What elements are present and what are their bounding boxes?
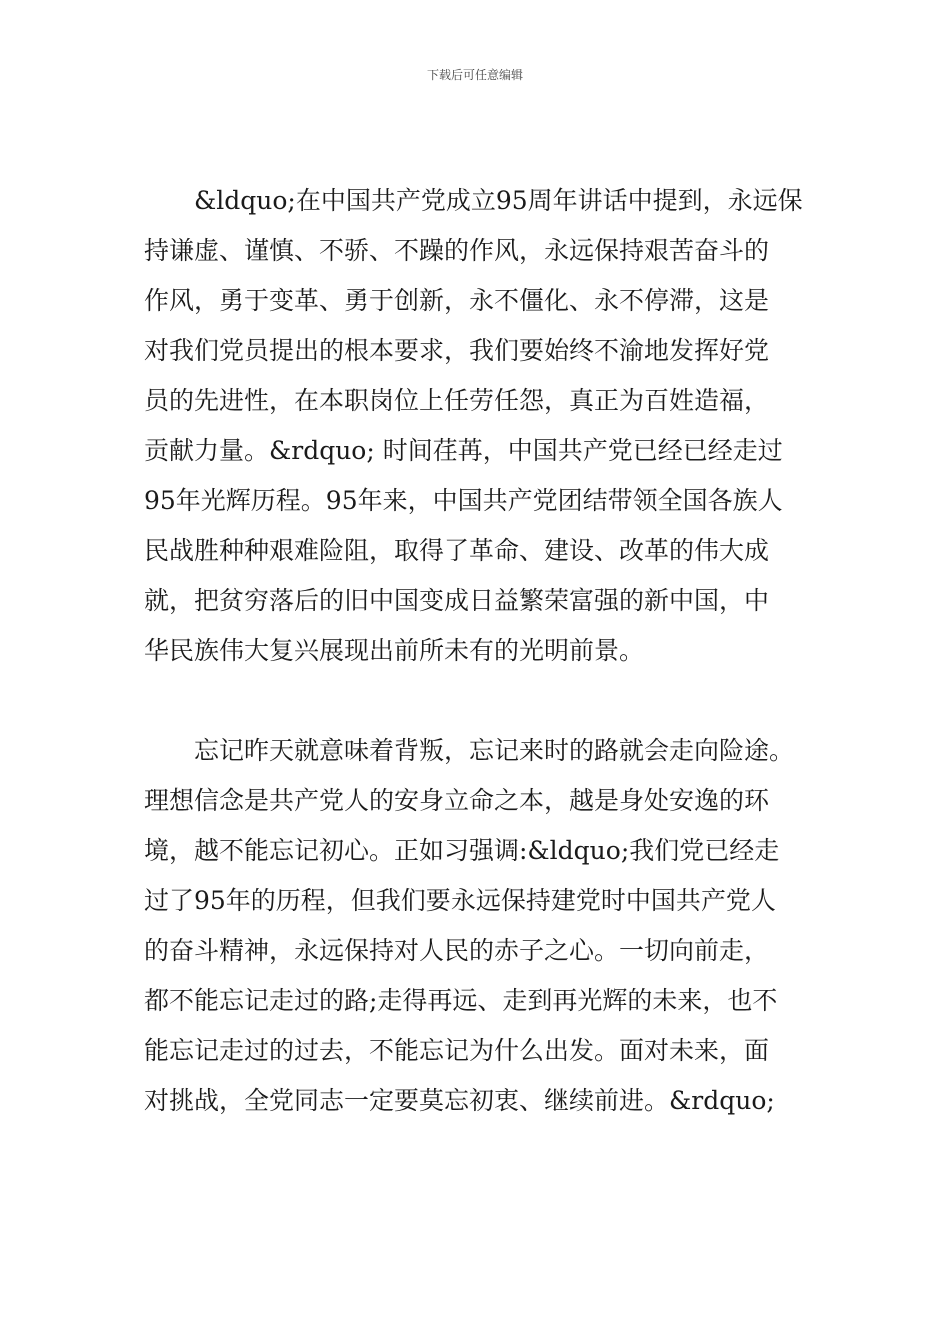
paragraph-1 [144,176,808,676]
text-line: &ldquo;在中国共产党成立95周年讲话中提到，永远保 [144,186,803,215]
page-header: 下载后可任意编辑 [426,68,523,82]
text-line: 都不能忘记走过的路;走得再远、走到再光辉的未来，也不 [144,986,778,1015]
text-line: 能忘记走过的过去，不能忘记为什么出发。面对未来，面 [144,1036,770,1065]
text-line: 理想信念是共产党人的安身立命之本，越是身处安逸的环 [144,786,770,815]
text-line: 对我们党员提出的根本要求，我们要始终不渝地发挥好党 [144,336,770,365]
text-line: 贡献力量。&rdquo; 时间荏苒，中国共产党已经已经走过 [144,436,783,465]
text-line: 就，把贫穷落后的旧中国变成日益繁荣富强的新中国，中 [144,586,770,615]
text-line: 员的先进性，在本职岗位上任劳任怨，真正为百姓造福， [144,386,770,415]
text-line: 过了95年的历程，但我们要永远保持建党时中国共产党人 [144,886,776,915]
text-line: 华民族伟大复兴展现出前所未有的光明前景。 [144,636,645,665]
text-line: 作风，勇于变革、勇于创新，永不僵化、永不停滞，这是 [144,286,770,315]
document-body [144,176,808,1126]
text-line: 民战胜种种艰难险阻，取得了革命、建设、改革的伟大成 [144,536,770,565]
text-line: 境，越不能忘记初心。正如习强调:&ldquo;我们党已经走 [144,836,780,865]
text-line: 持谦虚、谨慎、不骄、不躁的作风，永远保持艰苦奋斗的 [144,236,770,265]
text-line: 对挑战，全党同志一定要莫忘初衷、继续前进。&rdquo; [144,1086,775,1115]
text-line: 的奋斗精神，永远保持对人民的赤子之心。一切向前走， [144,936,770,965]
paragraph-spacer [144,676,808,726]
text-line: 忘记昨天就意味着背叛，忘记来时的路就会走向险途。 [144,736,795,765]
paragraph-2 [144,726,808,1126]
text-line: 95年光辉历程。95年来，中国共产党团结带领全国各族人 [144,486,783,515]
